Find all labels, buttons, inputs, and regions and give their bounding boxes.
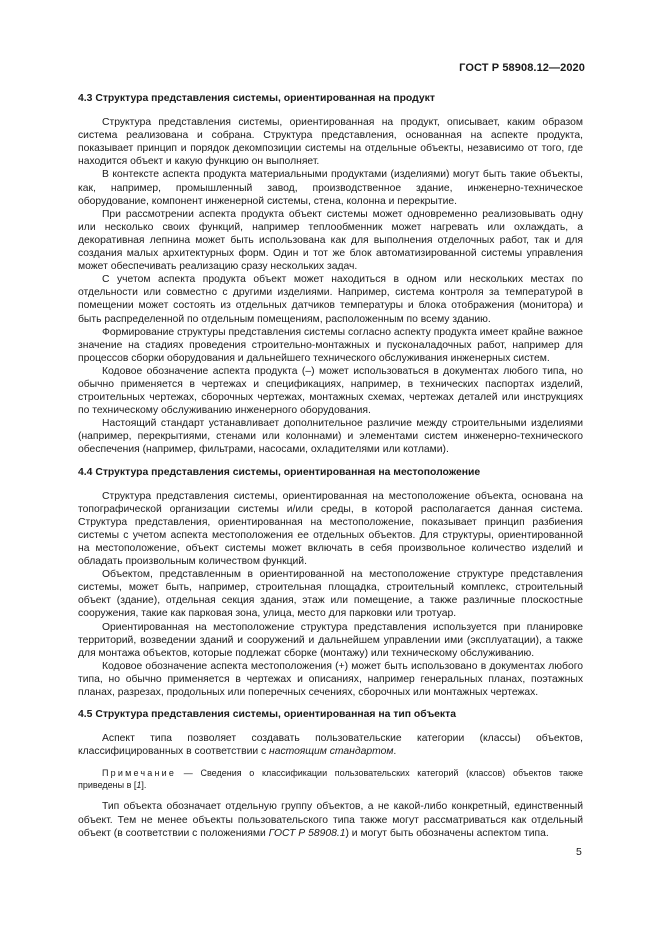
page-number: 5 (576, 846, 582, 858)
paragraph: Ориентированная на местоположение структура представления используется при планировке территорий, возведении зданий и сооружений и дальнейшем управлении ими (эксплуатации), а также для монтажа объектов, которые подлежат сборке (монтажу) или техническому обслуживанию. (78, 621, 583, 659)
paragraph: Кодовое обозначение аспекта продукта (–) может использоваться в документах любого типа, но обычно применяется в чертежах и спецификациях, например, в технических паспортах изделий, строительных чертежах, сборочных чертежах, монтажных схемах, чертежах деталей или инструкциях по техническому обслуживанию инженерного оборудования. (78, 365, 583, 417)
paragraph: С учетом аспекта продукта объект может находиться в одном или нескольких местах по отдельности или совместно с другими изделиями. Например, система контроля за температурой в помещении может состоять из отдельных датчиков температуры и блока отображения (монитора) и быть распределенной по отдельным помещениям, расположенным по всему зданию. (78, 274, 583, 325)
document-id: ГОСТ Р 58908.12—2020 (459, 62, 585, 74)
standard-reference: настоящим стандартом (269, 746, 394, 758)
bibliography-reference: 1 (136, 780, 142, 791)
page-content (78, 92, 583, 840)
text-run: Аспект типа позволяет создавать пользовательские категории (классы) объектов, классифицированных в соответствии с (78, 733, 583, 758)
paragraph: Объектом, представленным в ориентированной на местоположение структуре представления системы, может быть, например, строительная площадка, строительный комплекс, строительный объект (здание), отдельная секция здания, этаж или помещение, а также различные плоскостные сооружения, такие как парковая зона, улица, место для парковки или тротуар. (78, 569, 583, 620)
text-run: — Сведения о классификации пользовательских категорий (классов) объектов также приведены в [ (78, 768, 583, 791)
text-run: ) и могут быть обозначены аспектом типа. (345, 827, 549, 839)
paragraph: Настоящий стандарт устанавливает дополнительное различие между строительными изделиями (например, перекрытиями, стенами или колоннами) и элементами систем инженерно-технического обеспечения (например, фильтрами, насосами, охладителями или котлами). (78, 418, 583, 456)
paragraph: В контексте аспекта продукта материальными продуктами (изделиями) могут быть такие объекты, как, например, промышленный завод, производственное здание, инженерно-техническое оборудование, компонент инженерной системы, стена, колонна и перекрытие. (78, 169, 583, 207)
paragraph: Структура представления системы, ориентированная на местоположение объекта, основана на топографической организации системы и/или среды, в которой располагается данная система. Структура представления, ориентированная на местоположение, показывает принцип разбиения системы с учетом аспекта местоположения ее отдельных объектов. Для структуры, ориентированной на местоположение, объект системы может включать в себя произвольное количество изделий и обладать произвольным количеством функций. (78, 490, 583, 568)
text-run: ]. (141, 780, 147, 791)
text-run: Тип объекта обозначает отдельную группу объектов, а не какой-либо конкретный, единственный объект. Тем не менее объекты пользовательского типа также могут рассматриваться как отдельный объект (в соответствии с положениями (78, 801, 583, 839)
paragraph: Формирование структуры представления системы согласно аспекту продукта имеет крайне важное значение на стадиях проведения строительно-монтажных и пусконаладочных работ, например для процессов сборки оборудования и дальнейшего технического обслуживания инженерных систем. (78, 326, 583, 364)
paragraph (78, 732, 583, 758)
section-heading-4-4: 4.4 Структура представления системы, ориентированная на местоположение (78, 466, 481, 478)
paragraph: Кодовое обозначение аспекта местоположения (+) может быть использовано в документах любого типа, но обычно применяется в чертежах и описаниях, например генеральных планах, поэтажных планах, разрезах, продольных или поперечных сечениях, сборочных или монтажных чертежах. (78, 660, 583, 699)
standard-reference: ГОСТ Р 58908.1 (268, 827, 346, 839)
paragraph: Структура представления системы, ориентированная на продукт, описывает, каким образом система реализована и собрана. Структура представления, основанная на аспекте продукта, показывает принцип и порядок декомпозиции системы на отдельные объекты, независимо от того, где находится объект и какую функцию он выполняет. (78, 117, 583, 168)
paragraph: При рассмотрении аспекта продукта объект системы может одновременно реализовывать одну или несколько своих функций, например теплообменник может нагревать или охлаждать, а декоративная лепнина может быть использована как для выполнения отделочных работ, так и для создания малых архитектурных форм. Один и тот же блок автоматизированной системы управления может обеспечивать реализацию сразу нескольких задач. (78, 208, 583, 273)
text-run: . (393, 746, 397, 758)
section-heading-4-5: 4.5 Структура представления системы, ориентированная на тип объекта (78, 709, 456, 721)
paragraph (78, 800, 583, 839)
note-label: Примечание (102, 768, 177, 779)
note (78, 767, 583, 791)
section-heading-4-3: 4.3 Структура представления системы, ориентированная на продукт (78, 93, 435, 104)
